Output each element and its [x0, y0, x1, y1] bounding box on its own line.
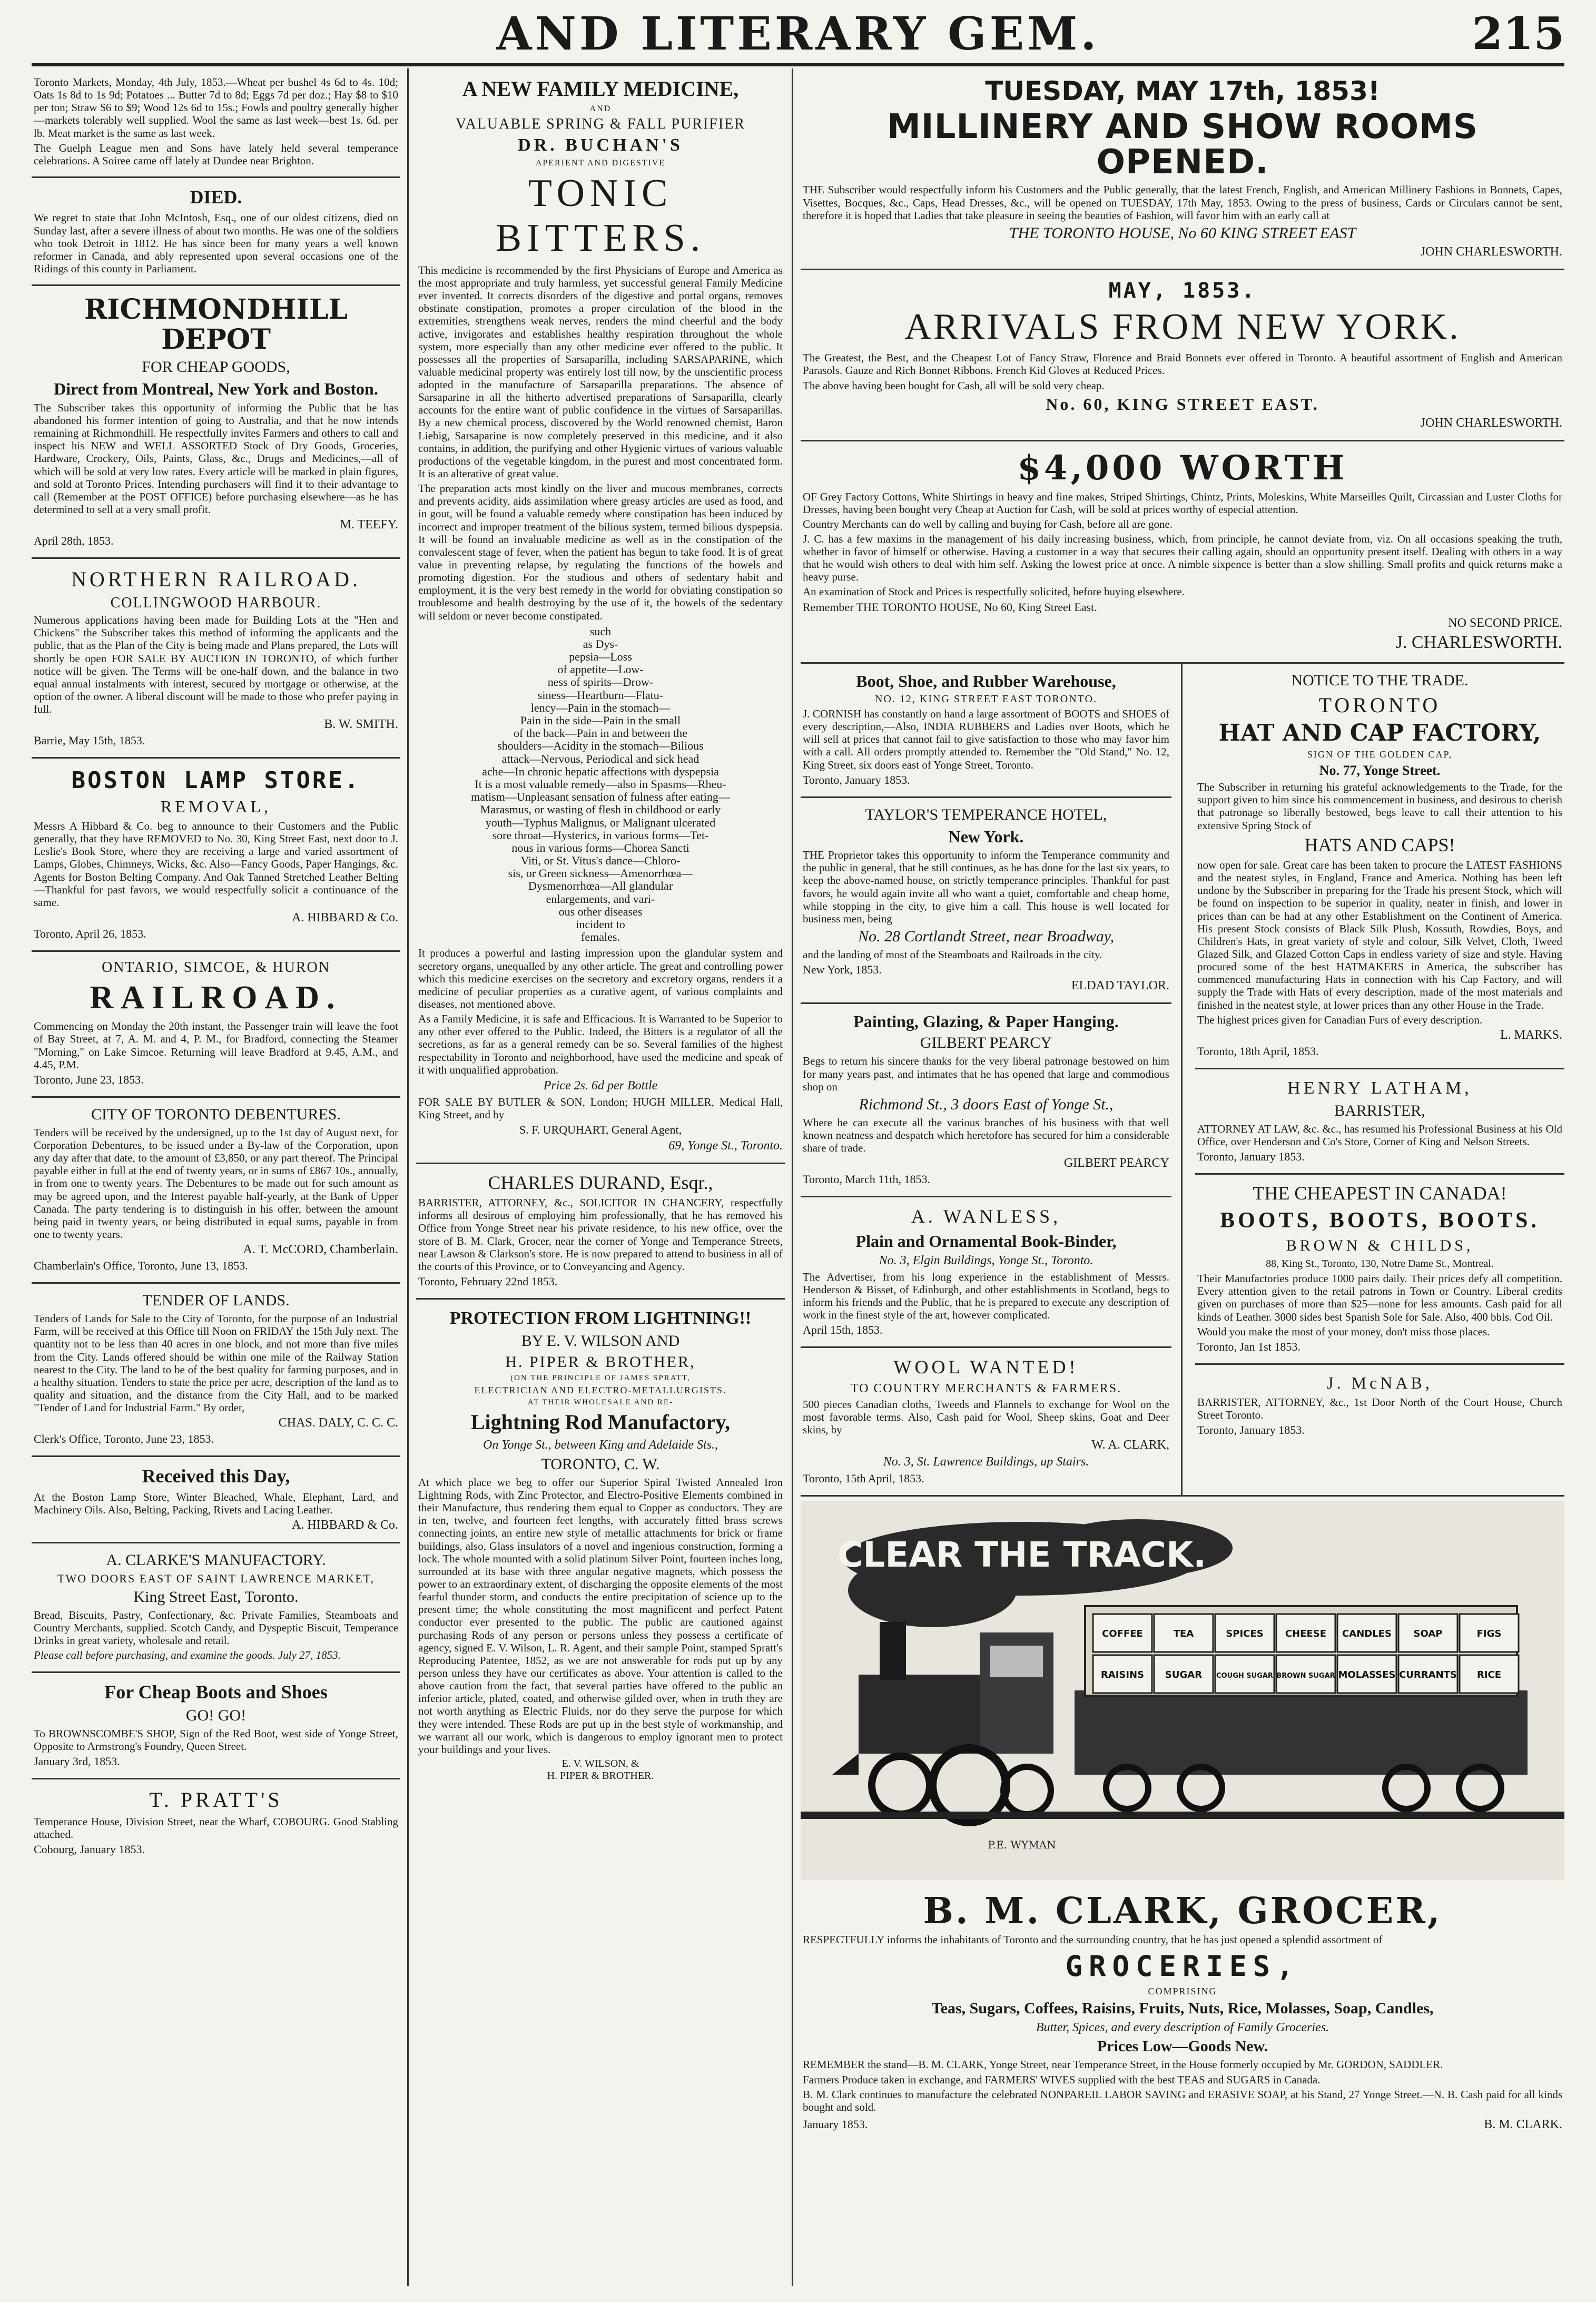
page-header	[32, 5, 1564, 66]
ad-text: Bread, Biscuits, Pastry, Confectionary, &c. Private Families, Steamboats and Country Merchants, supplied. Scotch Candy, and Dyspeptic Biscuit, Temperance Drinks in great variety, wholesale and retail.	[34, 1608, 398, 1647]
ad-railroad	[32, 952, 400, 1098]
ad-received	[32, 1457, 400, 1543]
ad-text: Temperance House, Division Street, near the Wharf, COBOURG. Good Stabling attached.	[34, 1815, 398, 1841]
ad-text: BARRISTER, ATTORNEY, &c., SOLICITOR IN CHANCERY, respectfully informs all desirous of employing him professionally, that he has removed his Office from Yonge Street near his private residence, to his new office, over the store of B. M. Clark, Grocer, near the corner of Yonge and Temperance Streets, near Lawson & Clarkson's store. He is now prepared to attend to business in all of the courts of this Province, or to Conveyancing and Agency.	[418, 1196, 783, 1273]
ad-text: BARRISTER, ATTORNEY, &c., 1st Door North of the Court House, Church Street Toronto.	[1197, 1395, 1562, 1421]
cargo-label: FIGS	[1476, 1628, 1502, 1640]
ad-date: April 15th, 1853.	[803, 1323, 883, 1337]
ad-text: THE Proprietor takes this opportunity to inform the Temperance community and the public in general, that he still continues, as he has done for the last six years, to keep the above-named house, on strictly temperance principles. Thankful for past favors, he would again invite all who want a quiet, comfortable and cheap home, while stopping in the city, to give him a call. This house is well located for business men, being	[803, 849, 1169, 925]
ad-title: THE CHEAPEST IN CANADA!	[1253, 1183, 1507, 1204]
ad-title: TENDER OF LANDS.	[142, 1292, 290, 1310]
two-column-block	[801, 664, 1564, 1497]
ad-tonic-bitters	[416, 68, 785, 1164]
ad-text: The preparation acts most kindly on the liver and mucous membranes, corrects and prevents acidity, aids assimilation where greasy articles are used as food, and in gout, will be found a valuable remedy where constipation has been induced by incorrect and improper treatment of the bilious system, termed bilious dyspepsia. It will be found an invaluable medicine as well as in the constipation of the convalescent stage of fever, when the patient has begun to take food. It is of great value in preventing relapse, by regulating the functions of the bowels and promoting digestion. For the studious and others of sedentary habit and employment, it is the very best remedy in the world for obviating constipation so troublesome and health destroying by the use of it, the bowels of the sedentary will seldom or never become constipated.	[418, 482, 783, 622]
ad-subtitle: New York.	[948, 827, 1024, 846]
ad-title: A NEW FAMILY MEDICINE,	[462, 77, 739, 101]
ad-title: ARRIVALS FROM NEW YORK.	[904, 306, 1461, 347]
cargo-label: BROWN SUGAR	[1276, 1672, 1335, 1680]
ad-sale: FOR SALE BY BUTLER & SON, London; HUGH MILLER, Medical Hall, King Street, and by	[418, 1095, 783, 1121]
diamond-line: lency—Pain in the stomach—	[530, 701, 671, 714]
ad-text: 500 pieces Canadian cloths, Tweeds and Flannels to exchange for Wool on the most favorable terms. Also, Cash paid for Wool, Sheep skins, Goat and Deer skins, by	[803, 1398, 1169, 1437]
ad-text: Numerous applications having been made for Building Lots at the "Hen and Chickens" the Subscriber takes this method of informing the applicants and the public, that as the Plan of the City is being made and Plans prepared, the Lots will shortly be open FOR SALE BY AUCTION IN TORONTO, of which further notice will be given. The Terms will be one-half down, and the balance in two equal annual instalments with interest, secured by mortgage or otherwise, at the option of the owner. A liberal discount will be made to those who prefer paying in full.	[34, 614, 398, 716]
ad-cheap-boots	[32, 1673, 400, 1780]
engraver-credit: P.E. WYMAN	[988, 1838, 1056, 1852]
ad-text: REMEMBER the stand—B. M. CLARK, Yonge Street, near Temperance Street, in the House formerly occupied by Mr. GORDON, SADDLER.	[803, 2058, 1443, 2071]
ad-footer	[803, 2116, 1562, 2134]
ad-text: The Subscriber takes this opportunity of informing the Public that he has abandoned his former intention of going to Australia, and that he now intends remaining at Richmondhill. He respectfully invites Farmers and others to call and inspect his NEW and WELL ASSORTED Stock of Dry Goods, Groceries, Hardware, Crockery, Oils, Paints, Glass, &c., Drugs and Medicines,—all of which will be sold at very low rates. Every article will be marked in plain figures, and sold at Toronto Prices. Intending purchasers will find it to their advantage to call (Remember at the POST OFFICE) before purchasing elsewhere—as he has determined to sell at a very small profit.	[34, 401, 398, 516]
ad-list: Teas, Sugars, Coffees, Raisins, Fruits, Nuts, Rice, Molasses, Soap, Candles,	[931, 1999, 1434, 2017]
ad-firm: BROWN & CHILDS,	[1286, 1236, 1474, 1254]
ad-wool-wanted	[801, 1348, 1171, 1495]
railroad-track	[801, 1812, 1564, 1819]
diamond-line: ness of spirits—Drow-	[547, 675, 654, 689]
train-sign: CLEAR THE TRACK.	[837, 1534, 1207, 1576]
ad-subtitle: TO COUNTRY MERCHANTS & FARMERS.	[850, 1381, 1122, 1395]
page-number: 215	[1472, 7, 1564, 60]
ad-remember: Remember THE TORONTO HOUSE, No 60, King Street East.	[803, 600, 1097, 614]
ad-name: HENRY LATHAM,	[1287, 1078, 1472, 1098]
diamond-line: of appetite—Low-	[557, 663, 644, 676]
diamond-line: matism—Unpleasant sensation of fulness after eating—	[471, 790, 730, 804]
ad-date: Toronto, 18th April, 1853.	[1197, 1044, 1319, 1058]
ad-note: The above having been bought for Cash, all will be sold very cheap.	[803, 379, 1105, 392]
cargo-label: COUGH SUGAR	[1216, 1672, 1273, 1680]
ad-date: Toronto, 15th April, 1853.	[803, 1472, 924, 1486]
ad-clarke	[32, 1543, 400, 1673]
ad-no-second-price: NO SECOND PRICE.	[1448, 616, 1562, 630]
ad-principle: (ON THE PRINCIPLE OF JAMES SPRATT,	[510, 1374, 691, 1383]
ad-signature: A. T. McCORD, Chamberlain.	[243, 1243, 398, 1257]
ad-title: Painting, Glazing, & Paper Hanging.	[853, 1012, 1119, 1031]
column-rule	[407, 68, 409, 2286]
ad-signature: JOHN CHARLESWORTH.	[1420, 416, 1562, 430]
ad-lightning	[416, 1300, 785, 1789]
ad-note: Please call before purchasing, and examine the goods. July 27, 1853.	[34, 1649, 341, 1662]
ad-name: DR. BUCHAN'S	[518, 135, 683, 155]
market-report	[32, 68, 400, 178]
ad-signature: A. HIBBARD & Co.	[291, 1518, 398, 1532]
obituary-text: We regret to state that John McIntosh, Esq., one of our oldest citizens, died on Sunday last, after a severe illness of about two months. He was one of the soldiers who took Detroit in 1812. He has since been for many years a well known reformer in Canada, and ably represented upon several occasions one of the Ridings of this county in Parliament.	[34, 211, 398, 275]
ad-text: At which place we beg to offer our Superior Spiral Twisted Annealed Iron Lightning Rods, with Zinc Protector, and Electro-Positive Elements combined in their Manufacture, thus rendering them equal to Copper as conductors. They are in ten, twelve, and fourteen feet lengths, with accurately fitted brass screws connecting joints, an entire new style of metallic attachments for brick or frame buildings, also, Glass insulators of a novel and ingenious construction, forming a lock. The whole mounted with a solid platinum Silver Point, fourteen inches long, surrounded at its base with three angular negative magnets, which possess the power to an extraordinary extent, of discharging the opposite elements of the most fearful thunder storm, and conducts the entire precipitation of science up to the present time; the whole constituting the most magnificent and perfect Patent conductor ever presented to the public. The public are cautioned against purchasing Rods of any person or persons unless they possess a certificate of agency, signed E. V. Wilson, L. R. Agent, and their sample Point, stamped Spratt's Reproducing Patentee, 1852, as we are not answerable for rods put up by any person unless they have our certificates as above. Your attention is called to the above caution from the fact, that several parties have offered to the public an inferior article, plated, coated, and otherwise gilded over, when in truth they are not worth anything as Electric Fluids, nor do they serve the purpose for which they were intended. These Rods are put up in the best style of workmanship, and we warrant all our work, which is dangerous to employ ignorant men to protect your buildings and your lives.	[418, 1475, 783, 1756]
ad-title: A. CLARKE'S MANUFACTORY.	[106, 1551, 326, 1569]
ad-text: It produces a powerful and lasting impression upon the glandular system and secretory organs, unequalled by any other article. The great and controlling power which this medicine exercises on the secretory and excretory organs, renders it a medicine of peculiar properties as a curative agent, of various complaints and diseases, not mentioned above.	[418, 947, 783, 1010]
ad-subtitle: COLLINGWOOD HARBOUR.	[110, 595, 322, 612]
ad-signature: M. TEEFY.	[340, 518, 398, 532]
ad-signature: CHAS. DALY, C. C. C.	[278, 1416, 398, 1430]
diamond-line: enlargements, and vari-	[546, 892, 655, 906]
ad-title: CITY OF TORONTO DEBENTURES.	[91, 1105, 341, 1123]
obituary-title: DIED.	[190, 186, 242, 208]
ad-millinery	[801, 68, 1564, 270]
ad-note: Country Merchants can do well by calling and buying for Cash, before all are gone.	[803, 517, 1173, 530]
diamond-line: incident to	[576, 918, 625, 931]
ad-title: NORTHERN RAILROAD.	[71, 567, 361, 592]
ad-text: At the Boston Lamp Store, Winter Bleached, Whale, Elephant, Lard, and Machinery Oils. Also, Belting, Packing, Rivets and Lacing Leather.	[34, 1490, 398, 1516]
ad-text: THE Subscriber would respectfully inform his Customers and the Public generally, that the latest French, English, and American Millinery Fashions in Bonnets, Capes, Visettes, Bocques, &c., Caps, Head Dresses, &c., will be opened on TUESDAY, 17th May, 1853. Owing to the press of business, Cards or Circulars cannot be sent, therefore it is hoped that Ladies that take pleasure in seeing the beauties of Fashion, will favor him with an early call at	[803, 183, 1562, 222]
ad-title: RAILROAD.	[90, 980, 342, 1016]
ad-title: Plain and Ornamental Book-Binder,	[855, 1231, 1117, 1251]
ad-wanless	[801, 1197, 1171, 1348]
ad-date: January 3rd, 1853.	[34, 1755, 120, 1768]
diamond-line: siness—Heartburn—Flatu-	[537, 688, 664, 702]
ad-note: The highest prices given for Canadian Furs of every description.	[1197, 1013, 1483, 1026]
diamond-line: pepsia—Loss	[569, 650, 632, 664]
ad-boots: BOOTS, BOOTS, BOOTS.	[1220, 1208, 1540, 1233]
cargo-label: MOLASSES	[1338, 1669, 1396, 1681]
diamond-line: ous other diseases	[558, 904, 643, 918]
ad-city: TORONTO	[1318, 693, 1441, 717]
diamond-line: Marasmus, or wasting of flesh in childhood or early	[480, 803, 721, 816]
ad-subtitle: TWO DOORS EAST OF SAINT LAWRENCE MARKET,	[57, 1571, 375, 1585]
ad-arrivals	[801, 270, 1564, 441]
ad-agent: S. F. URQUHART, General Agent,	[519, 1123, 682, 1136]
diamond-line: Pain in the side—Pain in the small	[520, 714, 681, 727]
ad-date: Toronto, Jan 1st 1853.	[1197, 1340, 1301, 1353]
ad-text: RESPECTFULLY informs the inhabitants of Toronto and the surrounding country, that he has just opened a splendid assortment of	[803, 1933, 1383, 1946]
ad-address: Richmond St., 3 doors East of Yonge St.,	[859, 1095, 1114, 1113]
ad-durand	[416, 1164, 785, 1300]
ad-address: No. 3, Elgin Buildings, Yonge St., Toronto.	[879, 1254, 1093, 1268]
ad-signature: GILBERT PEARCY	[1063, 1156, 1169, 1170]
cargo-label: RICE	[1476, 1669, 1502, 1681]
ad-list-2: Butter, Spices, and every description of Family Groceries.	[1036, 2020, 1329, 2034]
cargo-label: CHEESE	[1285, 1628, 1327, 1640]
ad-price: Price 2s. 6d per Bottle	[543, 1078, 658, 1093]
ad-subtitle: REMOVAL,	[160, 797, 272, 816]
diamond-line: Viti, or St. Vitus's dance—Chloro-	[520, 854, 681, 868]
subcolumn-right	[1195, 664, 1564, 1495]
diamond-line: ache—In chronic hepatic affections with dyspepsia	[482, 764, 719, 778]
ad-text: J. CORNISH has constantly on hand a large assortment of BOOTS and SHOES of every description,—Also, INDIA RUBBERS and Ladies over Boots, which he will sell at prices that cannot fail to give satisfaction to those who may favor him with a call. All orders promptly attended to. Remember the "Old Stand," No. 12, King Street, six doors east of Yonge Street, Toronto.	[803, 707, 1169, 771]
ad-northern-railroad	[32, 559, 400, 759]
ad-text: ATTORNEY AT LAW, &c. &c., has resumed his Professional Business at his Old Office, over Henderson and Co's Store, Corner of King and Nelson Streets.	[1197, 1122, 1562, 1148]
diamond-line: nous in various forms—Chorea Sancti	[511, 841, 689, 854]
column-3	[801, 68, 1564, 2286]
ad-date: Barrie, May 15th, 1853.	[34, 734, 145, 747]
masthead-title: AND LITERARY GEM.	[496, 7, 1100, 61]
ad-painting	[801, 1004, 1171, 1197]
cargo-label: CANDLES	[1342, 1628, 1392, 1640]
ad-date: January 1853.	[803, 2117, 868, 2131]
ad-date: Toronto, April 26, 1853.	[34, 927, 146, 941]
ad-text: Where he can execute all the various branches of his business with that well known neatness and despatch which heretofore has secured for him a considerable share of trade.	[803, 1116, 1169, 1155]
ad-text: Begs to return his sincere thanks for the very liberal patronage bestowed on him for many years past, and intimates that he has opened that large and commodious shop on	[803, 1055, 1169, 1093]
market-text-2: The Guelph League men and Sons have lately held several temperance celebrations. A Soiree came off lately at Dundee near Brighton.	[34, 141, 398, 167]
ad-signature: L. MARKS.	[1500, 1028, 1562, 1042]
ad-text: OF Grey Factory Cottons, White Shirtings in heavy and fine makes, Striped Shirtings, Chintz, Prints, Moleskins, White Marseilles Quilt, Circassian and Luster Cloths for Dresses, having been bought very Cheap at Auction for Cash, will be sold at prices worthy of especial attention.	[803, 490, 1562, 516]
ad-text: Tenders of Lands for Sale to the City of Toronto, for the purpose of an Industrial Farm, will be received at this Office till Noon on FRIDAY the 15th July next. The quantity not to be less than 40 acres in one block, and not more than five miles from the City. Lands offered should be within one mile of the Railway Station nearest to the City. The land to be of the best quality for farming purposes, and in a healthy situation. Tenders to state the price per acre, description of the land as to quality and situation, and the distance from the City Hall, and to be marked "Tender of Land for Industrial Farm." By order,	[34, 1312, 398, 1414]
ad-and: AND	[589, 104, 612, 113]
diamond-line: females.	[581, 930, 620, 944]
ad-house: THE TORONTO HOUSE, No 60 KING STREET EAST	[1009, 224, 1356, 242]
ad-signature: B. W. SMITH.	[324, 717, 398, 732]
cargo-label: TEA	[1173, 1628, 1194, 1640]
ad-title: Received this Day,	[142, 1465, 290, 1487]
ad-title: $4,000 WORTH	[1017, 448, 1348, 488]
ad-location: On Yonge St., between King and Adelaide Sts.,	[483, 1438, 718, 1452]
ad-date: Clerk's Office, Toronto, June 23, 1853.	[34, 1432, 214, 1446]
ad-signature: B. M. CLARK.	[1484, 2117, 1562, 2131]
diamond-line: attack—Nervous, Periodical and sick head	[501, 752, 700, 765]
diamond-line: youth—Typhus Malignus, or Malignant ulcerated	[485, 815, 716, 829]
market-text: Toronto Markets, Monday, 4th July, 1853.—Wheat per bushel 4s 6d to 4s. 10d; Oats 1s 8d to 1s 9d; Potatoes ... Butter 7d to 8d; Eggs 7d per doz.; Hay $8 to $10 per ton; Straw $6 to $9; Wood 12s 6d to 15s.; Fowls and poultry generally higher—markets tolerably well supplied. Wool the same as last week—best 1s. 6d. per lb. Meat market is the same as last week.	[34, 76, 398, 140]
cargo-label: SPICES	[1226, 1628, 1264, 1640]
ad-text: Commencing on Monday the 20th instant, the Passenger train will leave the foot of Bay Street, at 7, A. M. and 4, P. M., for Bradford, connecting the Steamer "Morning," on Lake Simcoe. Returning will leave Bradford at 9.45, A.M., and 4.45, P.M.	[34, 1020, 398, 1071]
train-svg	[801, 1501, 1564, 1880]
ad-signature: J. CHARLESWORTH.	[1395, 632, 1562, 652]
column-rule	[792, 68, 793, 2286]
ad-subtitle: GO! GO!	[185, 1706, 247, 1724]
ad-text: The Subscriber in returning his grateful acknowledgements to the Trade, for the support given to him since his commencement in business, and desirous to cherish that patronage so liberally bestowed, begs leave to call their attention to his extensive Spring Stock of	[1197, 781, 1562, 832]
diamond-line: such	[589, 624, 612, 638]
ad-subtitle: ONTARIO, SIMCOE, & HURON	[102, 959, 330, 976]
subcolumn-left	[801, 664, 1183, 1495]
ad-date: Toronto, January 1853.	[803, 773, 910, 786]
ad-groceries: GROCERIES,	[1065, 1949, 1300, 1983]
ad-name: J. McNAB,	[1327, 1373, 1433, 1392]
ad-text: An examination of Stock and Prices is respectfully solicited, before buying elsewhere.	[803, 585, 1185, 598]
ad-prices: Prices Low—Goods New.	[1097, 2038, 1268, 2055]
ad-date-line: TUESDAY, MAY 17th, 1853!	[985, 76, 1380, 106]
train-illustration	[801, 1501, 1564, 1880]
ad-kind: APERIENT AND DIGESTIVE	[535, 158, 666, 168]
ad-date: Toronto, June 23, 1853.	[34, 1073, 144, 1086]
ad-date: New York, 1853.	[803, 963, 882, 977]
ad-debentures	[32, 1098, 400, 1284]
ad-date: Toronto, January 1853.	[1197, 1150, 1305, 1164]
ad-title: MILLINERY AND SHOW ROOMS OPENED.	[887, 107, 1478, 182]
ad-wholesale: AT THEIR WHOLESALE AND RE-	[527, 1398, 674, 1407]
ad-title: For Cheap Boots and Shoes	[104, 1681, 328, 1703]
ad-title: Boot, Shoe, and Rubber Warehouse,	[856, 671, 1116, 691]
ad-firm: H. PIPER & BROTHER,	[505, 1353, 696, 1371]
ad-date: Toronto, March 11th, 1853.	[803, 1173, 931, 1186]
ad-title: RICHMONDHILL DEPOT	[84, 293, 348, 356]
cargo-label: SOAP	[1413, 1628, 1443, 1640]
diamond-line: of the back—Pain in and between the	[514, 726, 687, 740]
ad-title: BARRISTER,	[1334, 1101, 1425, 1119]
ad-subtitle: NO. 12, KING STREET EAST TORONTO.	[875, 693, 1097, 705]
ad-address: No. 60, KING STREET EAST.	[1046, 394, 1319, 414]
ad-date: Cobourg, January 1853.	[34, 1843, 145, 1856]
ad-shop: HAT AND CAP FACTORY,	[1218, 719, 1541, 746]
ad-name: A. WANLESS,	[911, 1206, 1061, 1227]
ad-latham	[1195, 1069, 1564, 1175]
ad-agent-address: 69, Yonge St., Toronto.	[668, 1138, 783, 1153]
ad-address: No. 28 Cortlandt Street, near Broadway,	[858, 927, 1115, 945]
ad-title: CHARLES DURAND, Esqr.,	[488, 1172, 713, 1193]
ad-text: Farmers Produce taken in exchange, and FARMERS' WIVES supplied with the best TEAS and SUGARS in Canada.	[803, 2073, 1321, 2086]
column-2	[416, 68, 785, 2286]
ad-text: Tenders will be received by the undersigned, up to the 1st day of August next, for Corporation Debentures, to be issued under a By-law of the Corporation, upon any day after that date, to the amount of £3,850, or any part thereof. The Principal payable either in full at the end of twenty years, or in sums of £867 10s., annually, in from one to twenty years. The Debentures to be made out for such amount as may be agreed upon, and the Interest payable half-yearly, at the Bank of Upper Canada. The party tendering is to distinguish in his offer, between the amount being paid in twenty years, or being distributed in equal sums, payable in from one to twenty years.	[34, 1126, 398, 1241]
ad-title: T. PRATT'S	[149, 1788, 283, 1812]
ad-text: As a Family Medicine, it is safe and Efficacious. It is Warranted to be Superior to any other ever offered to the Public. Indeed, the Bitters is a regulator of all the secretions, as far as a general remedy can be so. Several families of the highest respectability in Toronto and neighborhood, have used the medicine and speak of it with unqualified approbation.	[418, 1012, 783, 1076]
ad-manufactory: Lightning Rod Manufactory,	[470, 1410, 731, 1434]
ad-tonic-title: TONIC BITTERS.	[495, 171, 706, 260]
ad-signature: E. V. WILSON, &	[561, 1757, 639, 1769]
ad-title: PROTECTION FROM LIGHTNING!!	[449, 1308, 752, 1328]
ad-title: NOTICE TO THE TRADE.	[1291, 671, 1469, 689]
ad-hat-cap-factory	[1195, 664, 1564, 1069]
cargo-label: RAISINS	[1100, 1669, 1145, 1681]
ad-name: GILBERT PEARCY	[920, 1034, 1052, 1052]
diamond-line: sis, or Green sickness—Amenorrhœa—	[508, 867, 693, 880]
ad-note: Would you make the most of your money, don't miss those places.	[1197, 1325, 1490, 1338]
ad-hats: HATS AND CAPS!	[1304, 834, 1455, 855]
ad-date: Toronto, January 1853.	[1197, 1423, 1305, 1437]
diamond-line: shoulders—Acidity in the stomach—Bilious	[497, 739, 704, 753]
obituary	[32, 178, 400, 286]
diamond-line: as Dys-	[583, 637, 618, 651]
ad-boot-shoe-warehouse	[801, 664, 1171, 798]
column-1	[32, 68, 400, 2286]
ad-date: Chamberlain's Office, Toronto, June 13, 1853.	[34, 1259, 248, 1273]
ad-text: J. C. has a few maxims in the management of his daily increasing business, which, from principle, he cannot deviate from, viz. On all occasions speaking the truth, whether in favor of himself or otherwise. Having a customer in a way that secures their calling again, should an opportunity present itself. Dealing with others in a way that he would wish others to deal with him self. Asking the lowest price at once. A nimble sixpence is better than a slow shilling. Small profits and quick returns make a heavy purse.	[803, 532, 1562, 584]
ad-clark-grocer	[801, 1884, 1564, 2141]
ad-comprising: COMPRISING	[1148, 1985, 1217, 1996]
ad-pratt	[32, 1779, 400, 1866]
ad-subtitle: King Street East, Toronto.	[133, 1588, 299, 1606]
ad-signature: ELDAD TAYLOR.	[1071, 979, 1169, 993]
ad-sign: SIGN OF THE GOLDEN CAP,	[1307, 749, 1453, 760]
ad-text: To BROWNSCOMBE'S SHOP, Sign of the Red Boot, west side of Yonge Street, Opposite to Armstrong's Foundry, Queen Street.	[34, 1727, 398, 1753]
ad-text: and the landing of most of the Steamboats and Railroads in the city.	[803, 948, 1102, 961]
diamond-line: sore throat—Hysterics, in various forms—Tet-	[492, 828, 709, 842]
ad-subtitle: FOR CHEAP GOODS,	[142, 358, 290, 376]
ad-mcnab	[1195, 1365, 1564, 1447]
ad-city: TORONTO, C. W.	[541, 1455, 660, 1473]
ad-address: No. 77, Yonge Street.	[1319, 763, 1441, 779]
ad-text: The Advertiser, from his long experience in the establishment of Messrs. Henderson & Bisset, of Edinburgh, and other establishments in Scotland, begs to inform his friends and the Public, that he is prepared to execute any description of work in the finest style of the art, however complicated.	[803, 1270, 1169, 1322]
ad-text: B. M. Clark continues to manufacture the celebrated NONPAREIL LABOR SAVING and ERASIVE SOAP, at his Stand, 27 Yonge Street.—N. B. Cash paid for all kinds bought and sold.	[803, 2088, 1562, 2113]
ad-address: No. 3, St. Lawrence Buildings, up Stairs.	[883, 1455, 1089, 1469]
ad-subtitle: VALUABLE SPRING & FALL PURIFIER	[456, 116, 745, 132]
ad-taylors-hotel	[801, 798, 1171, 1004]
ad-text: Messrs A Hibbard & Co. beg to announce to their Customers and the Public generally, that they have REMOVED to No. 30, King Street East, next door to J. Leslie's Book Store, where they are receiving a large and varied assortment of Lamps, Globes, Chimneys, Wicks, &c. Also—Fancy Goods, Paper Hangings, &c. Agents for Boston Belting Company. And Oak Tanned Stretched Leather Belting—Thankful for past favors, we would respectfully solicit a continuance of the same.	[34, 820, 398, 909]
ad-date: Toronto, February 22nd 1853.	[418, 1274, 558, 1288]
ad-address: 88, King St., Toronto, 130, Notre Dame St., Montreal.	[1266, 1258, 1494, 1270]
cargo-label: SUGAR	[1165, 1669, 1203, 1681]
ad-text: now open for sale. Great care has been taken to procure the LATEST FASHIONS and the neatest styles, in England, France and America. Nothing has been left undone by the Subscriber in preparing for the Trade his present Stock, which will be found on inspection to be superior in quality, neater in finish, and lower in prices than can be had at any other Establishment on the Continent of America. His present Stock consists of Black Silk Plush, Kossuth, Rowdies, Boys, and Children's Hats, in great variety of style and colour, Silk Velvet, Cloth, Tweed Glazed Silk, and Glazed Cotton Caps in endless variety of size and style. Having procured some of the best HATMAKERS in America, the subscriber has commenced manufacturing Hats in connection with his Cap Factory, and will supply the Trade with Hats of every description, made of the most materials and finished in the neatest style, at lower prices than any other House in the Trade.	[1197, 858, 1562, 1011]
diamond-line: It is a most valuable remedy—also in Spasms—Rheu-	[475, 777, 726, 791]
ad-text: Their Manufactories produce 1000 pairs daily. Their prices defy all competition. Every attention given to the retail patrons in Town or Country. Liberal credits given on purchases of more than $25—none for less amounts. Cash paid for all kinds of Leather. 3000 sides best Spanish Sole for Sale. Also, 400 bbls. Cod Oil.	[1197, 1272, 1562, 1323]
ad-cheapest-in-canada	[1195, 1175, 1564, 1365]
ad-date: April 28th, 1853.	[34, 534, 114, 548]
ad-subtitle: Direct from Montreal, New York and Boston.	[54, 379, 378, 399]
ad-signature: W. A. CLARK,	[1091, 1438, 1169, 1452]
ad-4000-worth	[801, 441, 1564, 664]
ad-signature: H. PIPER & BROTHER.	[547, 1769, 654, 1782]
ad-title: B. M. CLARK, GROCER,	[923, 1890, 1442, 1933]
ad-tender-lands	[32, 1284, 400, 1457]
ad-title: WOOL WANTED!	[893, 1356, 1079, 1378]
ad-signature: JOHN CHARLESWORTH.	[1420, 244, 1562, 259]
cargo-label: COFFEE	[1102, 1628, 1143, 1640]
ad-text: This medicine is recommended by the first Physicians of Europe and America as the most appropriate and truly harmless, yet successful general Family Medicine ever invented. It corrects disorders of the digestive and portal organs, removes obstinate constipation, promotes a proper circulation of the blood in the extremities, strengthens weak nerves, renders the mind cheerful and the body active, invigorates and establishes healthy respiration throughout the whole system, more especially than any other medicine ever offered to the public. It possesses all the properties of Sarsaparilla, including SARSAPARINE, which valuable medicinal property was entirely lost till now, by the unscientific process adopted in the manufacture of Sarsaparilla preparations. The absence of Sarsaparine in all the hitherto advertised preparations of Sarsaparilla, clearly accounts for the entire want of public confidence in the virtues of Sarsaparillas. By a new chemical process, discovered by the World renowned chemist, Baron Liebig, Sarsaparine is now completely preserved in this medicine, and it also contains, in addition, the purifying and other Hygienic virtues of various valuable productions of the vegetable kingdom, in the purest and most concentrated form. It is an alterative of great value.	[418, 263, 783, 480]
ad-month: MAY, 1853.	[1108, 278, 1257, 303]
ad-text: The Greatest, the Best, and the Cheapest Lot of Fancy Straw, Florence and Braid Bonnets ever offered in Toronto. A beautiful assortment of English and American Parasols. Gauze and Rich Bonnet Ribbons. French Kid Gloves at Reduced Prices.	[803, 351, 1562, 377]
ad-boston-lamp	[32, 759, 400, 952]
ad-by: BY E. V. WILSON AND	[521, 1332, 680, 1350]
symptom-diamond	[418, 625, 783, 944]
cargo-label: CURRANTS	[1399, 1669, 1457, 1681]
diamond-line: Dysmenorrhœa—All glandular	[528, 879, 673, 893]
ad-title: BOSTON LAMP STORE.	[71, 767, 361, 794]
ad-richmondhill	[32, 286, 400, 559]
ad-signature: A. HIBBARD & Co.	[291, 911, 398, 925]
ad-title: TAYLOR'S TEMPERANCE HOTEL,	[865, 805, 1107, 823]
ad-electrician: ELECTRICIAN AND ELECTRO-METALLURGISTS.	[474, 1385, 727, 1396]
